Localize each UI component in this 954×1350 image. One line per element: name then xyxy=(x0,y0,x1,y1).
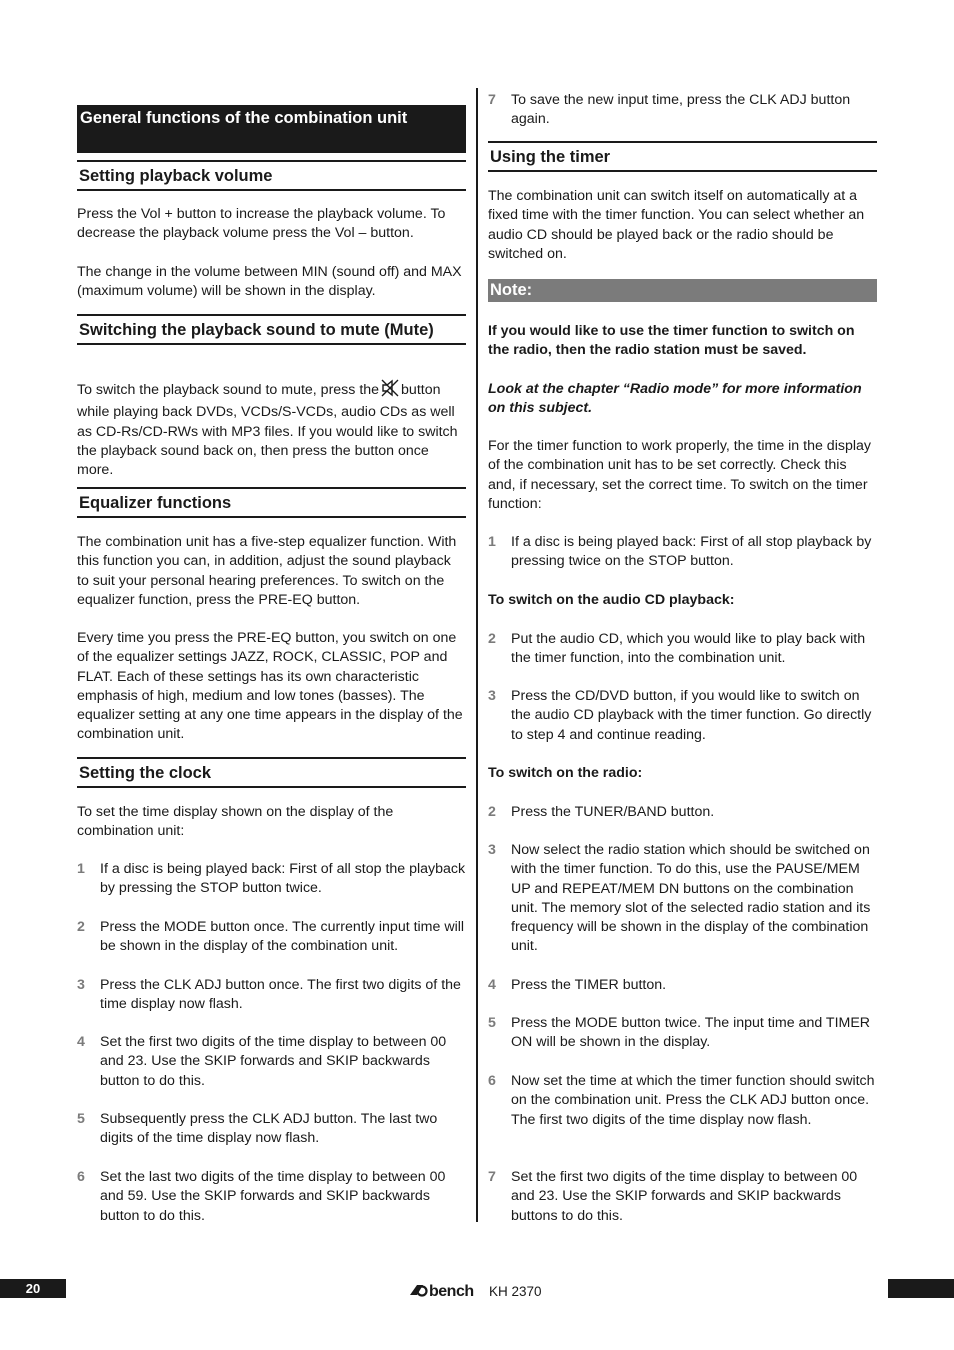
clock-step-7 xyxy=(488,91,877,130)
timer-step xyxy=(488,1014,877,1053)
step-text: Set the last two digits of the time display to between 00 and 59. Use the SKIP forwards and SKIP backwards button to do this. xyxy=(100,1169,446,1224)
paragraph-clock: To set the time display shown on the display of the combination unit: xyxy=(77,804,394,840)
step-text: Press the MODE button twice. The input time and TIMER ON will be shown in the display. xyxy=(511,1015,871,1051)
timer-step xyxy=(488,976,877,995)
step-number: 2 xyxy=(77,919,85,935)
footer-bar-right xyxy=(888,1279,954,1298)
mute-speaker-icon xyxy=(381,379,399,403)
step-text: Press the MODE button once. The currently input time will be shown in the display of the combination unit. xyxy=(100,919,465,955)
mute-text-a: To switch the playback sound to mute, press the xyxy=(77,382,380,398)
paragraph-equalizer-1: The combination unit has a five-step equalizer function. With this function you can, in addition, adjust the sound playback to suit your personal hearing preferences. To switch on the equalizer function, press the PRE-EQ button. xyxy=(77,534,457,608)
paragraph-volume-1: Press the Vol + button to increase the playback volume. To decrease the playback volume press the Vol – button. xyxy=(77,206,446,242)
step-text: Set the first two digits of the time display to between 00 and 23. Use the SKIP forwards and SKIP backwards buttons to do this. xyxy=(511,1169,858,1224)
step-number: 4 xyxy=(77,1034,85,1050)
step-text: Press the TUNER/BAND button. xyxy=(511,804,715,820)
logo-text: bench xyxy=(429,1283,474,1298)
step-number: 3 xyxy=(488,688,496,704)
note-italic-text: Look at the chapter “Radio mode” for more information on this subject. xyxy=(488,381,862,417)
timer-step xyxy=(488,841,877,957)
step-number: 2 xyxy=(488,804,496,820)
heading-equalizer: Equalizer functions xyxy=(77,487,466,518)
timer-step xyxy=(488,1168,877,1226)
step-number: 7 xyxy=(488,92,496,108)
section-heading-general: General functions of the combination unit xyxy=(77,105,466,153)
heading-mute: Switching the playback sound to mute (Mute) xyxy=(77,314,466,345)
step-text: Press the CLK ADJ button once. The first two digits of the time display now flash. xyxy=(100,977,461,1013)
model-number: KH 2370 xyxy=(489,1284,542,1299)
step-text: Now select the radio station which should be switched on with the timer function. To do this, use the PAUSE/MEM UP and REPEAT/MEM DN buttons on the combination unit. The memory slot of the selected radio station and its frequency will be shown in the display of the combination unit. xyxy=(511,842,871,955)
step-text: If a disc is being played back: First of all stop the playback by pressing the STOP button twice. xyxy=(100,861,466,897)
step-number: 1 xyxy=(77,861,85,877)
paragraph-timer-2: For the timer function to work properly, the time in the display of the combination unit has to be set correctly. Check this and, if necessary, set the correct time. To switch on the timer function: xyxy=(488,438,871,512)
step-text: Put the audio CD, which you would like to play back with the timer function, into the combination unit. xyxy=(511,631,866,667)
step-number: 6 xyxy=(77,1169,85,1185)
step-number: 5 xyxy=(77,1111,85,1127)
paragraph-volume-2: The change in the volume between MIN (sound off) and MAX (maximum volume) will be shown in the display. xyxy=(77,264,462,300)
timer-step xyxy=(488,687,877,745)
heading-clock: Setting the clock xyxy=(77,757,466,788)
subheading-audio-cd: To switch on the audio CD playback: xyxy=(488,592,735,608)
step-number: 1 xyxy=(488,534,496,550)
timer-step xyxy=(488,630,877,669)
clock-step xyxy=(77,1110,466,1149)
note-heading: Note: xyxy=(488,279,877,302)
step-number: 7 xyxy=(488,1169,496,1185)
heading-setting-volume: Setting playback volume xyxy=(77,160,466,191)
step-number: 4 xyxy=(488,977,496,993)
clock-step xyxy=(77,1033,466,1091)
paragraph-timer: The combination unit can switch itself on automatically at a fixed time with the timer function. You can select whether an audio CD should be played back or the radio should be switched on. xyxy=(488,188,865,262)
clock-step xyxy=(77,860,466,899)
step-number: 5 xyxy=(488,1015,496,1031)
page-number: 20 xyxy=(0,1279,66,1298)
step-number: 3 xyxy=(488,842,496,858)
clock-step xyxy=(77,1168,466,1226)
mute-text-b: button while playing back DVDs, VCDs/S-VCDs, audio CDs as well as CD-Rs/CD-RWs with MP3 files. If you would like to switch the playback sound back on, then press the button once more. xyxy=(77,382,458,479)
step-text: Press the CD/DVD button, if you would like to switch on the audio CD playback with the timer function. Go directly to step 4 and continue reading. xyxy=(511,688,872,743)
bench-logo xyxy=(409,1282,487,1303)
step-number: 3 xyxy=(77,977,85,993)
timer-step xyxy=(488,1072,877,1130)
step-text: To save the new input time, press the CLK ADJ button again. xyxy=(511,92,851,128)
step-number: 6 xyxy=(488,1073,496,1089)
timer-step xyxy=(488,803,877,822)
timer-step xyxy=(488,533,877,572)
paragraph-mute xyxy=(77,379,466,480)
paragraph-equalizer-2: Every time you press the PRE-EQ button, you switch on one of the equalizer settings JAZZ, ROCK, CLASSIC, POP and FLAT. Each of these settings has its own characteristic emphasis of high, medium and low tones (basses). The equalizer setting at any one time appears in the display of the combination unit. xyxy=(77,630,463,743)
subheading-radio: To switch on the radio: xyxy=(488,765,643,781)
clock-step xyxy=(77,918,466,957)
step-text: Press the TIMER button. xyxy=(511,977,667,993)
clock-step xyxy=(77,976,466,1015)
column-divider xyxy=(476,88,478,1222)
step-text: Now set the time at which the timer function should switch on the combination unit. Press the CLK ADJ button once. The first two digits of the time display now flash. xyxy=(511,1073,875,1128)
step-text: Set the first two digits of the time display to between 00 and 23. Use the SKIP forwards and SKIP backwards button to do this. xyxy=(100,1034,447,1089)
step-number: 2 xyxy=(488,631,496,647)
step-text: If a disc is being played back: First of all stop playback by pressing twice on the STOP button. xyxy=(511,534,872,570)
heading-timer: Using the timer xyxy=(488,141,877,172)
step-text: Subsequently press the CLK ADJ button. The last two digits of the time display now flash. xyxy=(100,1111,438,1147)
note-bold-text: If you would like to use the timer function to switch on the radio, then the radio station must be saved. xyxy=(488,323,855,359)
